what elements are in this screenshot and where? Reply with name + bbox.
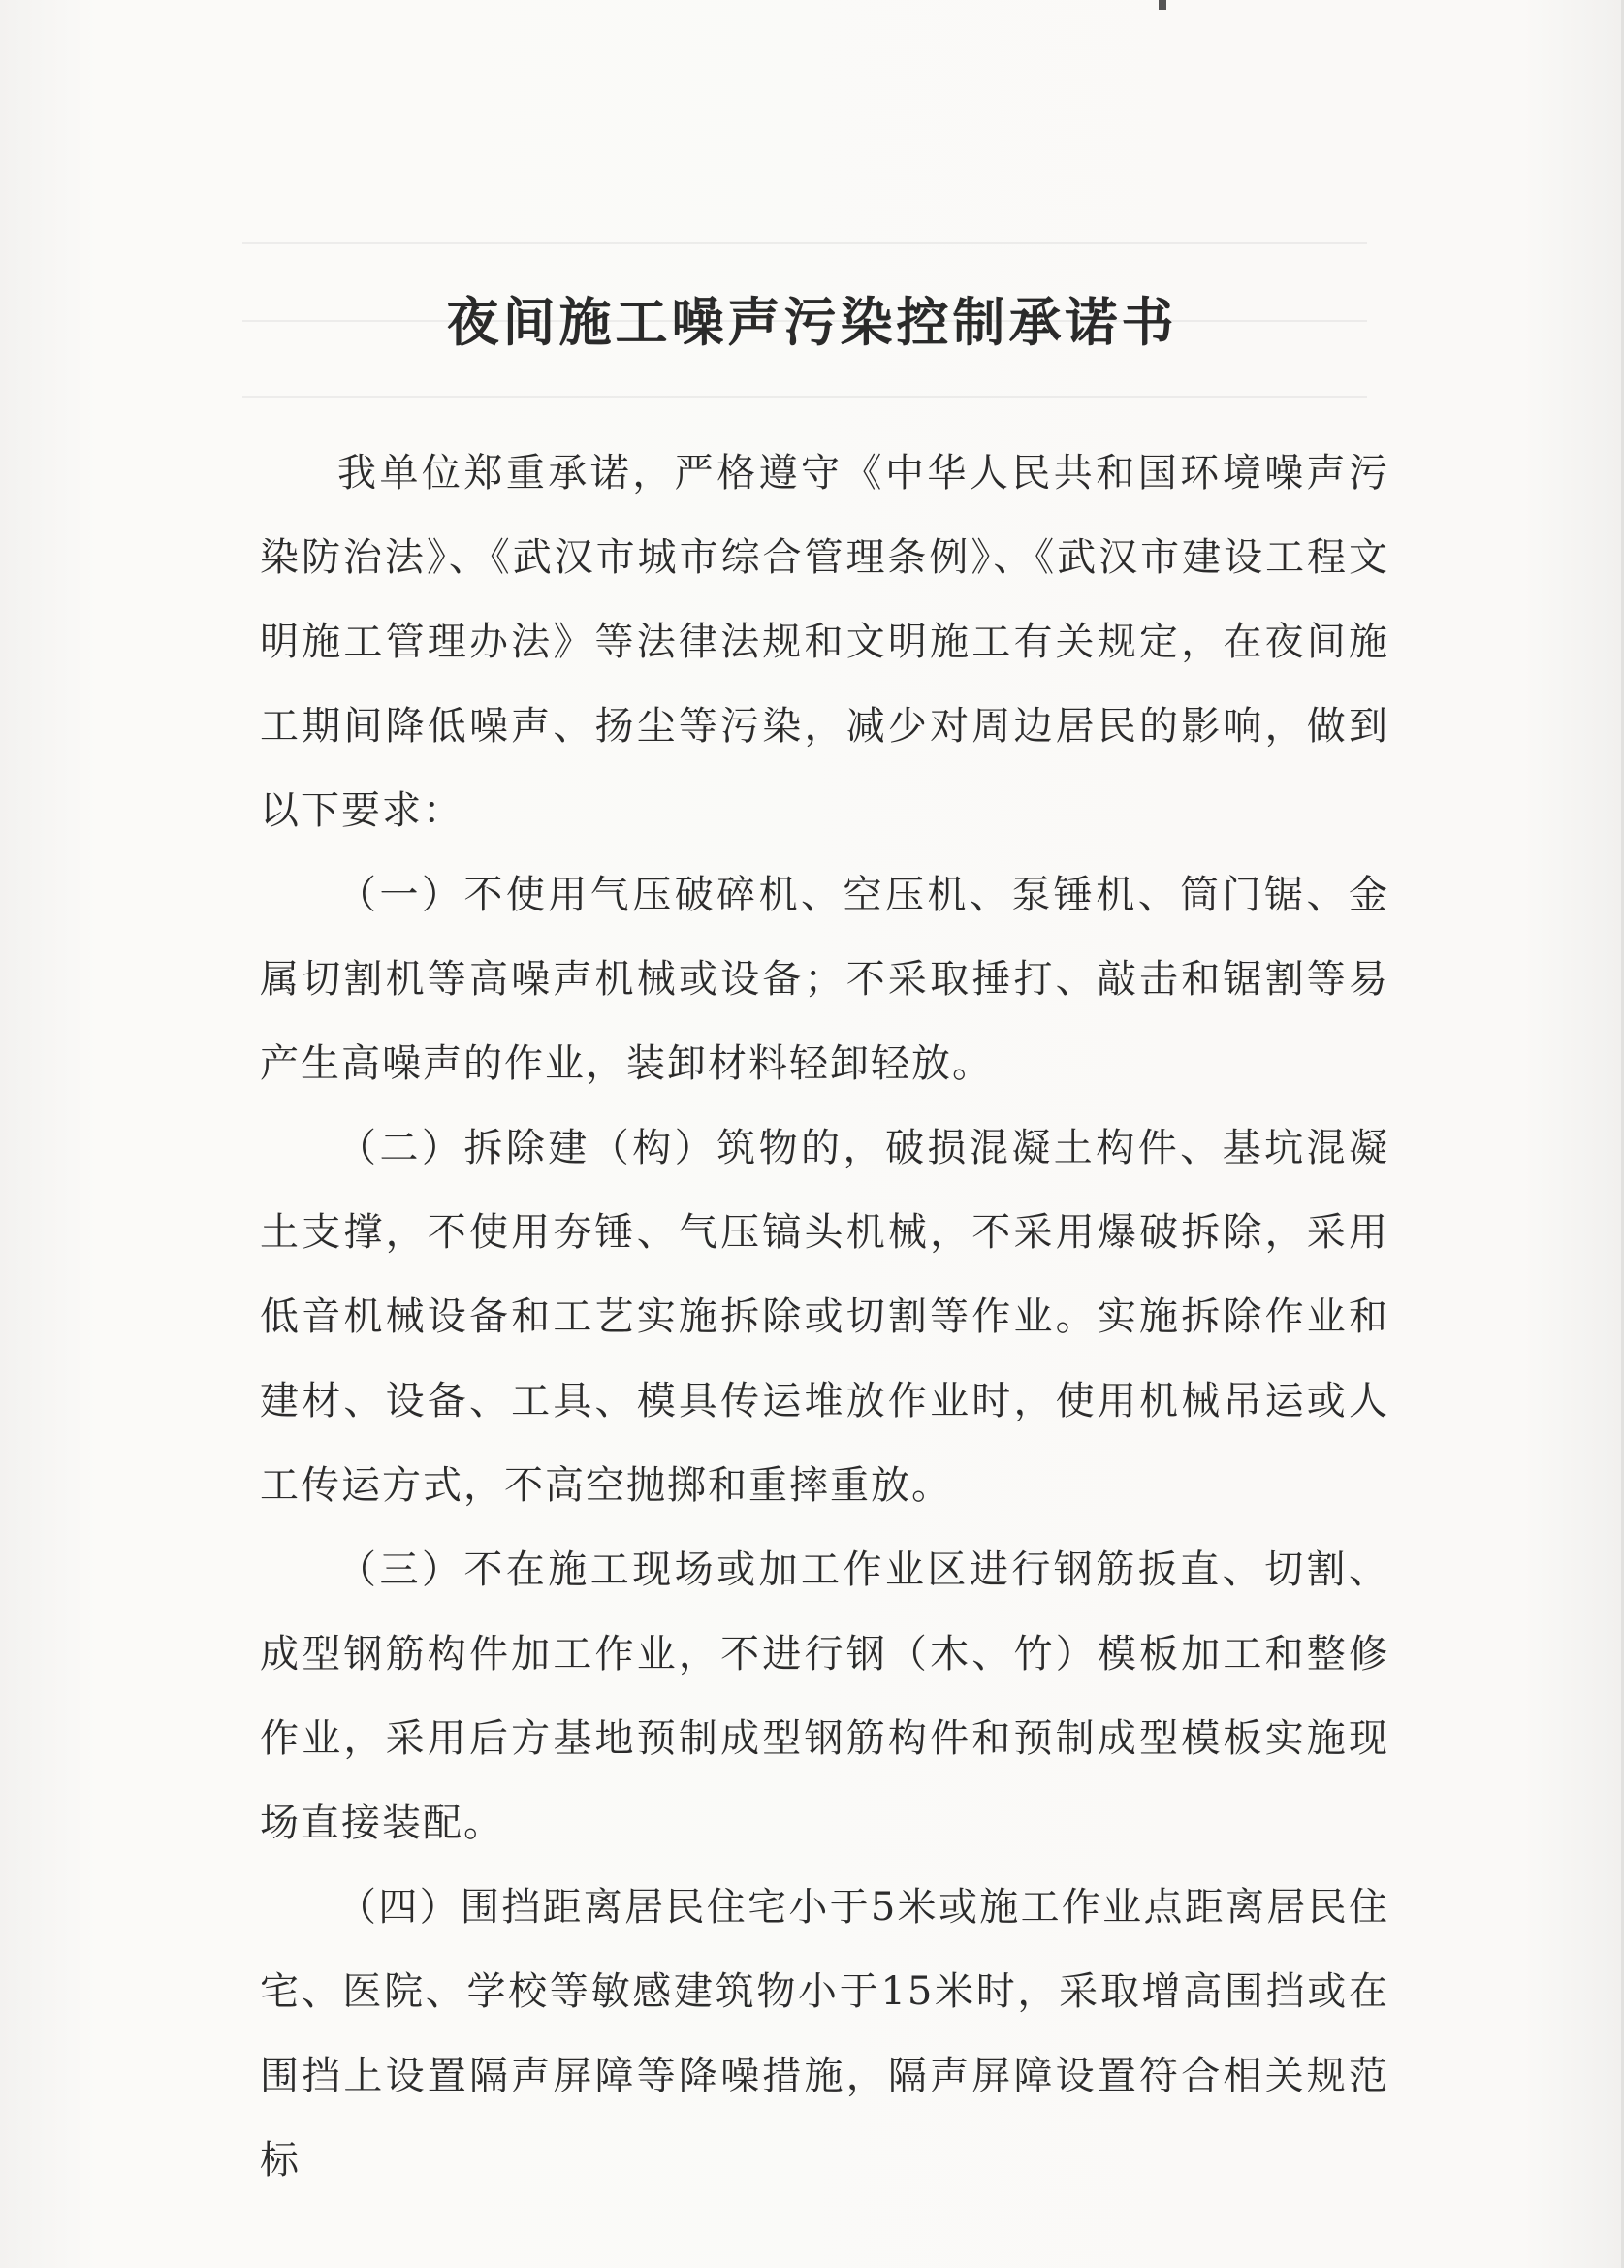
document-title: 夜间施工噪声污染控制承诺书 [446,292,1178,353]
paragraph-item-2: （二）拆除建（构）筑物的，破损混凝土构件、基坑混凝土支撑，不使用夯锤、气压镐头机械，不采用爆破拆除，采用低音机械设备和工艺实施拆除或切割等作业。实施拆除作业和建材、设备、工具、模具传运堆放作业时，使用机械吊运或人工传运方式，不高空抛掷和重摔重放。 [260,1126,1389,1508]
paragraph-item-1: （一）不使用气压破碎机、空压机、泵锤机、筒门锯、金属切割机等高噪声机械或设备；不采取捶打、敲击和锯割等易产生高噪声的作业，装卸材料轻卸轻放。 [260,873,1389,1086]
paragraph-intro: 我单位郑重承诺，严格遵守《中华人民共和国环境噪声污染防治法》、《武汉市城市综合管理条例》、《武汉市建设工程文明施工管理办法》等法律法规和文明施工有关规定，在夜间施工期间降低噪声、扬尘等污染，减少对周边居民的影响，做到以下要求： [260,451,1389,833]
scan-artifact [1159,0,1166,10]
bleed-through-line [242,242,1367,244]
paragraph-item-3: （三）不在施工现场或加工作业区进行钢筋扳直、切割、成型钢筋构件加工作业，不进行钢（木、竹）模板加工和整修作业，采用后方基地预制成型钢筋构件和预制成型模板实施现场直接装配。 [260,1548,1389,1845]
document-body [260,431,1389,2203]
paragraph-item-4: （四）围挡距离居民住宅小于5米或施工作业点距离居民住宅、医院、学校等敏感建筑物小于15米时，采取增高围挡或在围挡上设置隔声屏障等降噪措施，隔声屏障设置符合相关规范标 [260,1885,1389,2183]
bleed-through-line [242,396,1367,398]
